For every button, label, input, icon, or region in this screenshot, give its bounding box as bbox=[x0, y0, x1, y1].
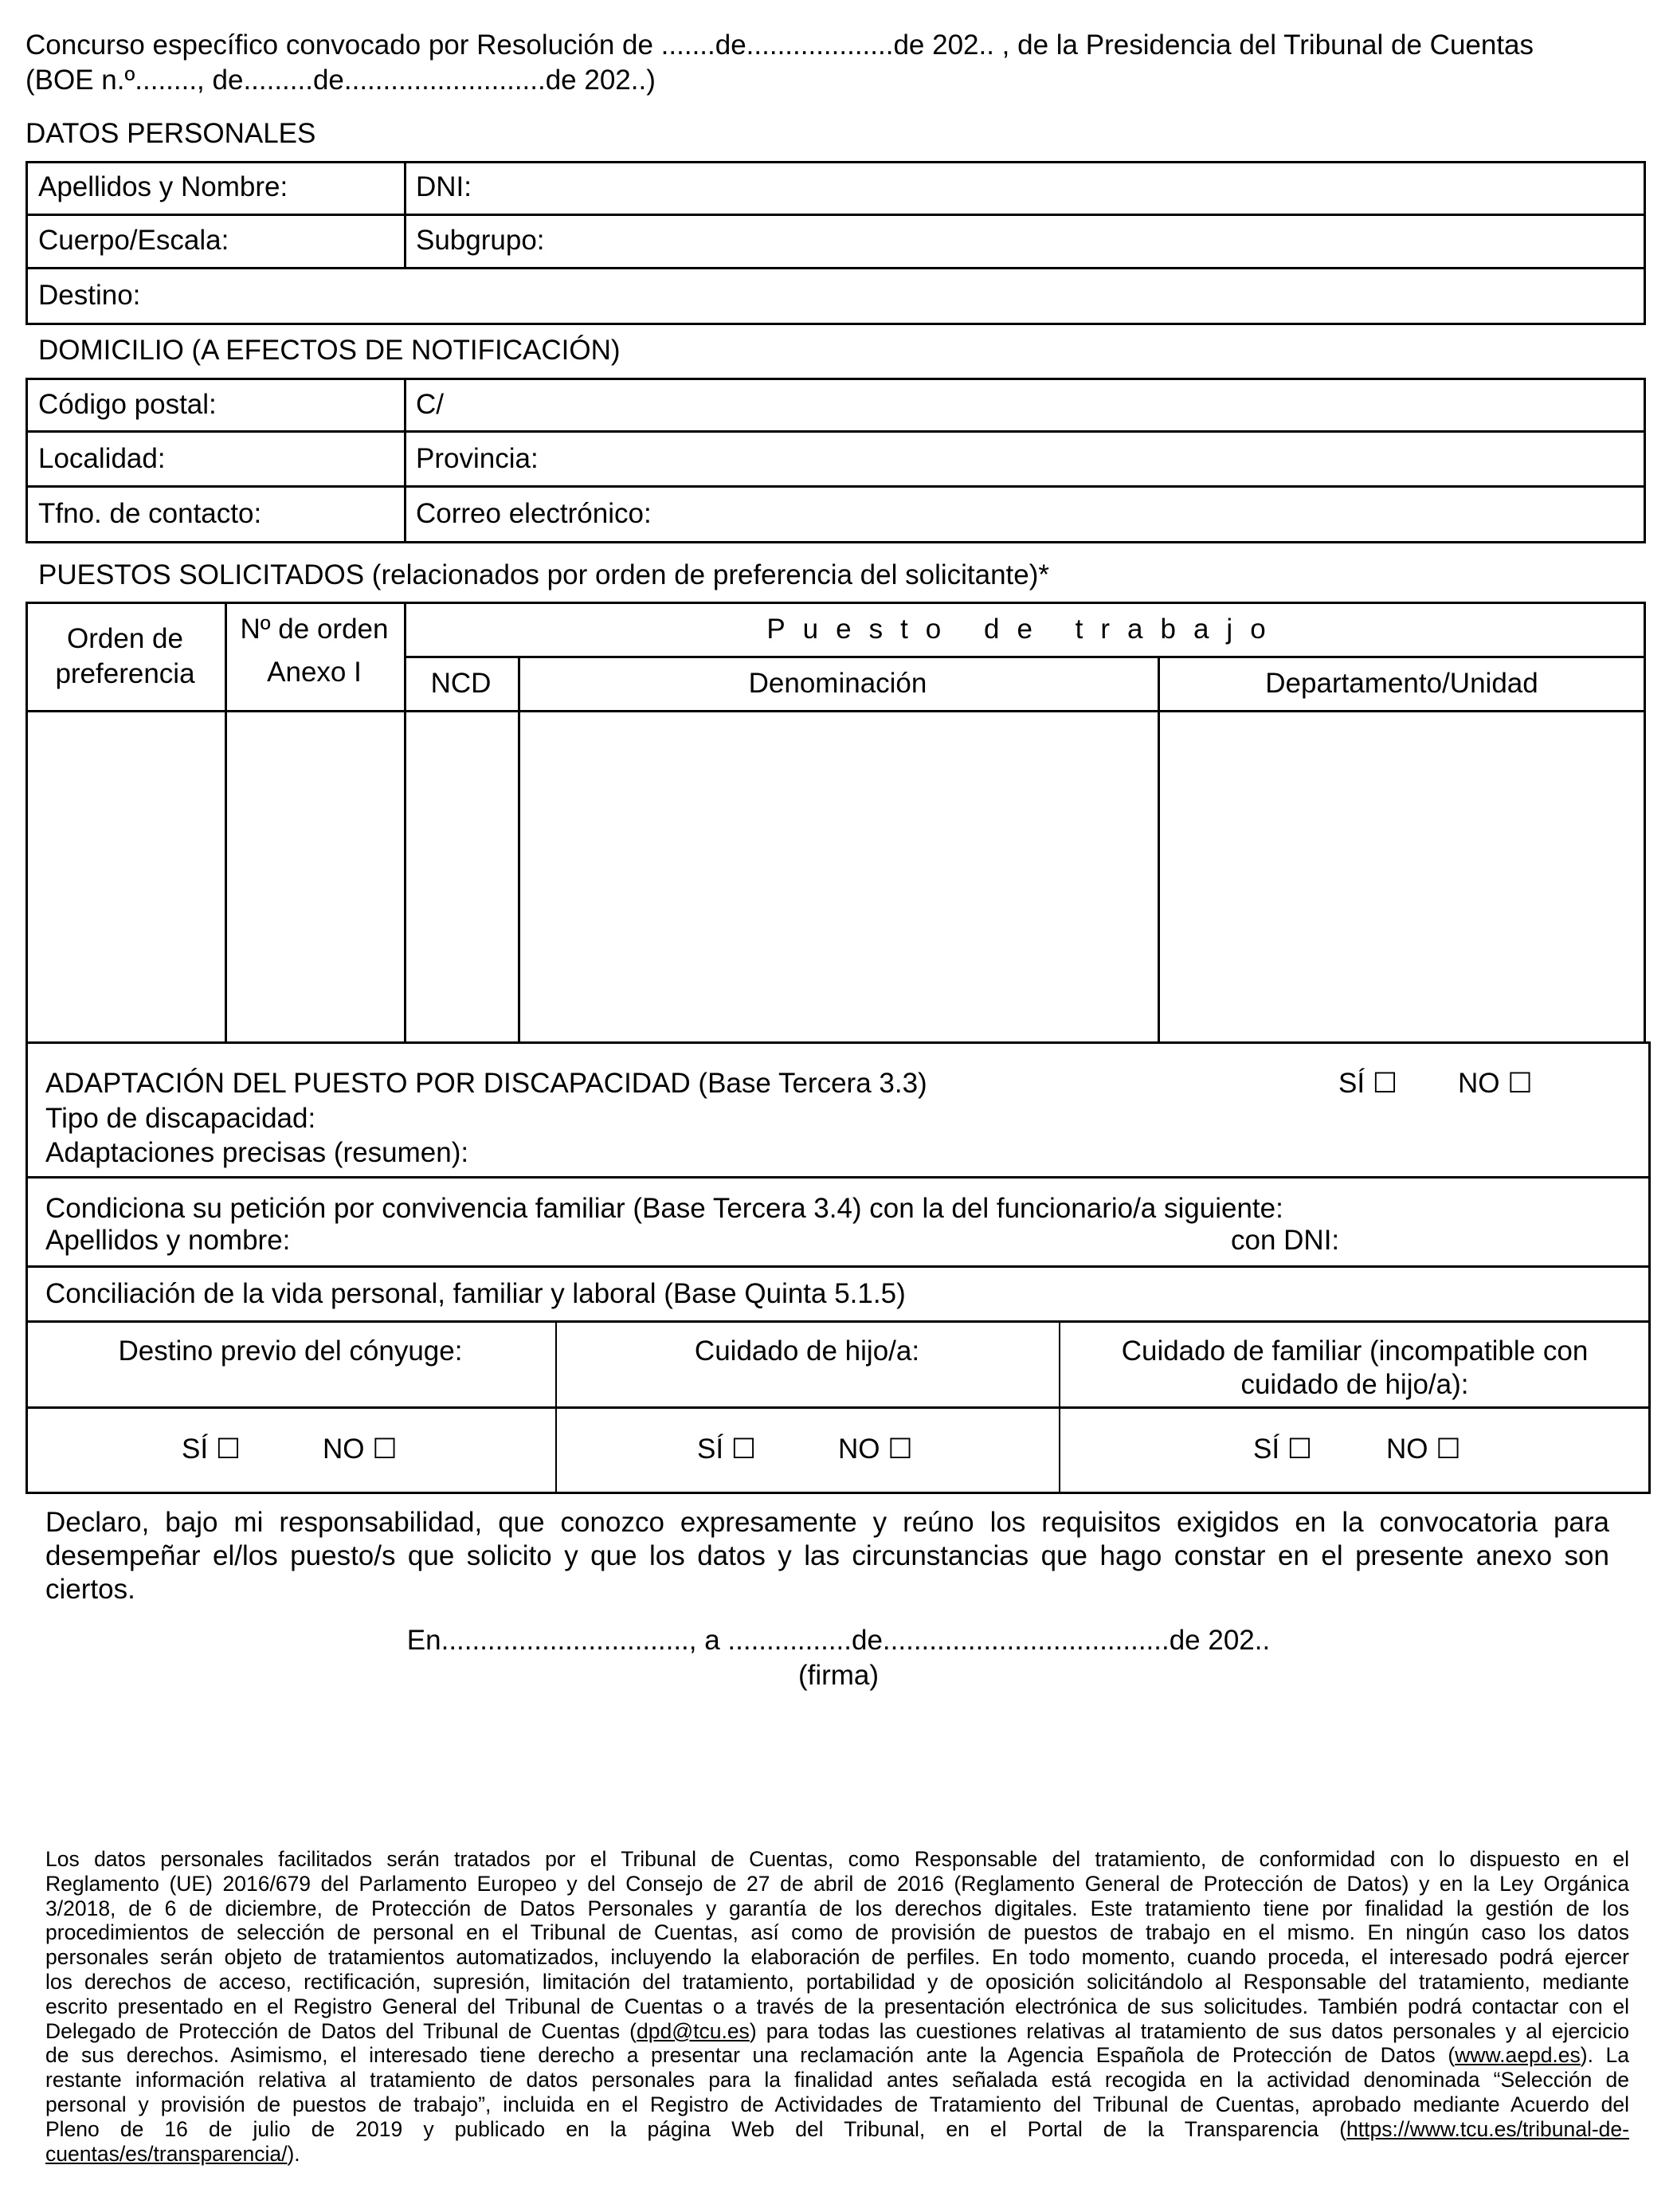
transparencia-link[interactable]: https://www.tcu.es/tribunal-de- bbox=[1346, 2116, 1629, 2141]
firma-label: (firma) bbox=[797, 1660, 880, 1691]
declaracion-line: Declaro, bajo mi responsabilidad, que conozco expresamente y reúno los requisitos exigidos en la convocatoria para bbox=[45, 1507, 1609, 1538]
aepd-link[interactable]: www.aepd.es bbox=[1455, 2043, 1581, 2068]
header-ncd: NCD bbox=[430, 668, 492, 699]
convocatoria-line-1: Concurso específico convocado por Resolución de .......de...................de 202.. , de la Presidencia del Tribunal de Cuentas bbox=[25, 29, 1534, 61]
hijo-no-checkbox[interactable]: NO ☐ bbox=[838, 1433, 913, 1465]
notice-line bbox=[45, 2117, 1629, 2142]
notice-line bbox=[45, 2019, 1629, 2044]
notice-line: restante información relativa al tratamiento de datos personales para la finalidad antes señalada está recogida en la actividad denominada “Selección de bbox=[45, 2068, 1629, 2092]
notice-line: personales serán objeto de tratamientos automatizados, incluyendo la elaboración de perfiles. En todo momento, cuando proceda, el interesado podrá ejercer bbox=[45, 1945, 1629, 1970]
notice-line bbox=[45, 2043, 1629, 2068]
familiar-no-checkbox[interactable]: NO ☐ bbox=[1386, 1433, 1461, 1465]
header-orden-preferencia-1: Orden de bbox=[67, 623, 183, 654]
notice-line: Reglamento (UE) 2016/679 del Parlamento Europeo y del Consejo de 27 de abril de 2016 (Reglamento General de Protección de Datos) y en la Ley Orgánica bbox=[45, 1871, 1629, 1896]
notice-text: ). bbox=[287, 2141, 300, 2166]
notice-line bbox=[45, 2142, 1629, 2167]
field-calle[interactable]: C/ bbox=[416, 389, 444, 420]
header-cuidado-familiar-1: Cuidado de familiar (incompatible con bbox=[1121, 1335, 1589, 1367]
privacy-notice bbox=[45, 1847, 1629, 2166]
divider bbox=[25, 267, 1646, 269]
declaracion bbox=[45, 1506, 1609, 1606]
divider bbox=[518, 656, 520, 1044]
field-subgrupo[interactable]: Subgrupo: bbox=[416, 225, 545, 256]
header-n-orden-1: Nº de orden bbox=[240, 614, 389, 645]
divider bbox=[25, 1320, 1651, 1323]
section-title-datos-personales: DATOS PERSONALES bbox=[25, 118, 316, 149]
notice-line: 3/2018, de 6 de diciembre, de Protección de Datos Personales y garantía de los derechos digitales. Este tratamiento tiene por finalidad la gestión de los bbox=[45, 1896, 1629, 1920]
notice-text: Delegado de Protección de Datos del Tribunal de Cuentas ( bbox=[45, 2018, 637, 2043]
dpd-email-link[interactable]: dpd@tcu.es bbox=[636, 2018, 750, 2043]
familiar-si-checkbox[interactable]: SÍ ☐ bbox=[1253, 1433, 1313, 1465]
convivencia-apellidos-label: Apellidos y nombre: bbox=[45, 1225, 291, 1256]
divider bbox=[1158, 656, 1160, 1044]
lugar-fecha[interactable]: En................................, a ................de.....................................de 202.. bbox=[406, 1625, 1271, 1656]
declaracion-line: ciertos. bbox=[45, 1574, 135, 1605]
field-localidad[interactable]: Localidad: bbox=[38, 443, 166, 474]
convocatoria-line-2: (BOE n.º........, de.........de..........................de 202..) bbox=[25, 65, 656, 96]
header-denominacion: Denominación bbox=[748, 668, 927, 699]
divider bbox=[25, 214, 1646, 216]
notice-text: ). La bbox=[1580, 2043, 1629, 2068]
header-cuidado-hijo: Cuidado de hijo/a: bbox=[694, 1335, 920, 1367]
notice-text: de sus derechos. Asimismo, el interesado tiene derecho a presentar una reclamación ante la Agencia Española de Protección de Datos ( bbox=[45, 2043, 1456, 2068]
notice-line: procedimientos de selección de personal en el Tribunal de Cuentas, así como de provisión de puestos de trabajo en el mismo. En ningún caso los datos bbox=[45, 1920, 1629, 1945]
field-destino[interactable]: Destino: bbox=[38, 280, 141, 311]
divider bbox=[404, 161, 406, 268]
tipo-discapacidad-label: Tipo de discapacidad: bbox=[45, 1103, 316, 1134]
divider bbox=[25, 1265, 1651, 1268]
adaptaciones-label: Adaptaciones precisas (resumen): bbox=[45, 1137, 469, 1168]
header-n-orden-2: Anexo I bbox=[267, 657, 362, 688]
convivencia-dni-label: con DNI: bbox=[1231, 1225, 1340, 1256]
divider bbox=[25, 1406, 1651, 1409]
field-correo[interactable]: Correo electrónico: bbox=[416, 498, 652, 529]
header-puesto-trabajo: Puesto de trabajo bbox=[766, 614, 1283, 645]
divider bbox=[404, 378, 406, 543]
notice-line: los derechos de acceso, rectificación, supresión, limitación del tratamiento, portabilidad y de oposición solicitándolo al Responsable del tratamiento, mediante bbox=[45, 1969, 1629, 1994]
convivencia-text: Condiciona su petición por convivencia familiar (Base Tercera 3.4) con la del funcionario/a siguiente: bbox=[45, 1193, 1283, 1224]
field-dni[interactable]: DNI: bbox=[416, 171, 472, 202]
declaracion-line: desempeñar el/los puesto/s que solicito y que los datos y las circunstancias que hago constar en el presente anexo son bbox=[45, 1540, 1609, 1571]
adaptacion-no-checkbox[interactable]: NO ☐ bbox=[1458, 1068, 1533, 1099]
domicilio-table bbox=[25, 378, 1646, 543]
field-provincia[interactable]: Provincia: bbox=[416, 443, 539, 474]
divider bbox=[25, 485, 1646, 488]
hijo-si-checkbox[interactable]: SÍ ☐ bbox=[697, 1433, 757, 1465]
divider bbox=[25, 1176, 1651, 1179]
divider bbox=[404, 656, 1646, 658]
field-cuerpo-escala[interactable]: Cuerpo/Escala: bbox=[38, 225, 229, 256]
conyuge-si-checkbox[interactable]: SÍ ☐ bbox=[182, 1433, 241, 1465]
divider bbox=[25, 710, 1646, 712]
field-telefono[interactable]: Tfno. de contacto: bbox=[38, 498, 262, 529]
conciliacion-title: Conciliación de la vida personal, familiar y laboral (Base Quinta 5.1.5) bbox=[45, 1278, 906, 1309]
notice-text: Pleno de 16 de julio de 2019 y publicado en la página Web del Tribunal, en el Portal de la Transparencia ( bbox=[45, 2116, 1347, 2141]
transparencia-link-cont[interactable]: cuentas/es/transparencia/ bbox=[45, 2141, 288, 2166]
divider bbox=[25, 430, 1646, 433]
section-title-domicilio: DOMICILIO (A EFECTOS DE NOTIFICACIÓN) bbox=[38, 335, 621, 366]
field-codigo-postal[interactable]: Código postal: bbox=[38, 389, 217, 420]
field-apellidos-nombre[interactable]: Apellidos y Nombre: bbox=[38, 171, 288, 202]
notice-text: ) para todas las cuestiones relativas al tratamiento de sus datos personales y al ejercicio bbox=[749, 2018, 1629, 2043]
adaptacion-title: ADAPTACIÓN DEL PUESTO POR DISCAPACIDAD (Base Tercera 3.3) bbox=[45, 1068, 927, 1099]
header-cuidado-familiar-2: cuidado de hijo/a): bbox=[1240, 1369, 1469, 1400]
conyuge-no-checkbox[interactable]: NO ☐ bbox=[323, 1433, 398, 1465]
adaptacion-si-checkbox[interactable]: SÍ ☐ bbox=[1338, 1068, 1398, 1099]
header-destino-conyuge: Destino previo del cónyuge: bbox=[118, 1335, 463, 1367]
header-orden-preferencia-2: preferencia bbox=[55, 658, 195, 689]
notice-line: Los datos personales facilitados serán tratados por el Tribunal de Cuentas, como Responsable del tratamiento, de conformidad con lo dispuesto en el bbox=[45, 1847, 1629, 1871]
notice-line: personal y provisión de puestos de trabajo”, incluida en el Registro de Actividades de Tratamiento del Tribunal de Cuentas, aprobado mediante Acuerdo del bbox=[45, 2092, 1629, 2116]
section-title-puestos: PUESTOS SOLICITADOS (relacionados por orden de preferencia del solicitante)* bbox=[38, 559, 1050, 590]
header-departamento: Departamento/Unidad bbox=[1265, 668, 1538, 699]
notice-line: escrito presentado en el Registro General del Tribunal de Cuentas o a través de la presentación electrónica de sus solicitudes. También podrá contactar con el bbox=[45, 1994, 1629, 2018]
